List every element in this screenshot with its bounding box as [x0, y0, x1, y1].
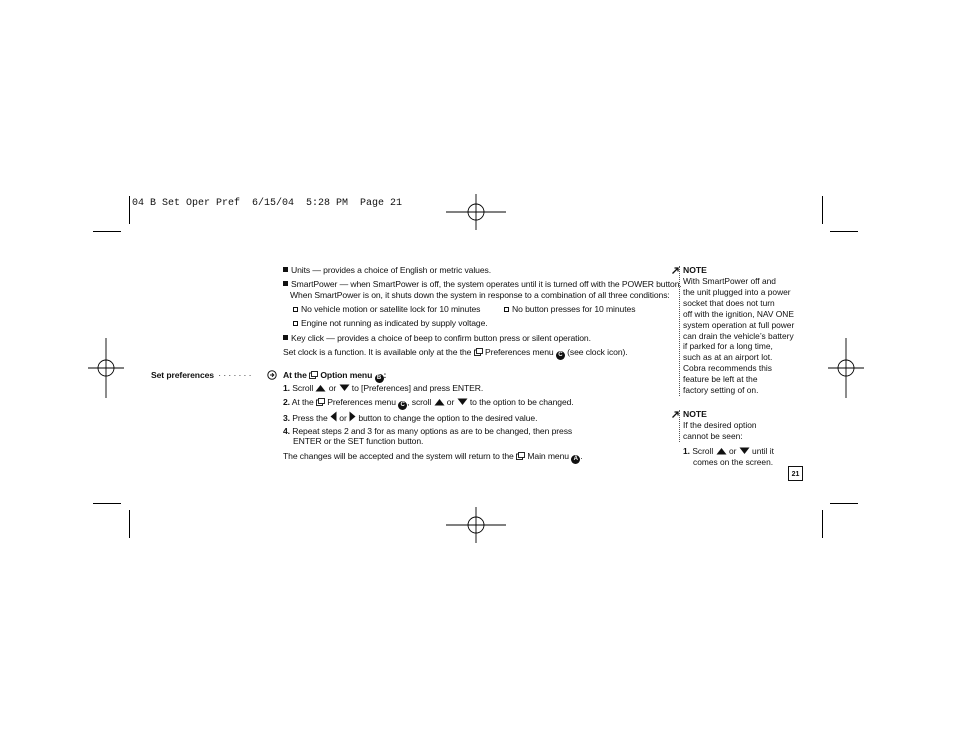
step-3 — [283, 411, 537, 424]
note-line: Cobra recommends this — [683, 363, 772, 374]
menu-icon — [309, 371, 318, 379]
note-step — [683, 446, 774, 457]
note-line: if parked for a long time, — [683, 341, 773, 352]
crop-mark — [822, 196, 823, 224]
right-arrow-icon — [349, 411, 356, 422]
step-text: ENTER or the SET function button. — [293, 436, 424, 446]
heading-text: At the — [283, 370, 307, 380]
final-text: Main menu — [527, 451, 569, 461]
down-arrow-icon — [739, 447, 750, 455]
crop-mark — [93, 503, 121, 504]
step-text: Press the — [292, 413, 328, 423]
step-text: button to change the option to the desired value. — [358, 413, 538, 423]
note-step-cont: comes on the screen. — [693, 457, 774, 467]
bullet-text: When SmartPower is on, it shuts down the system in response to a combination of all three conditions: — [290, 290, 670, 300]
note-line: cannot be seen: — [683, 431, 743, 441]
note-line: With SmartPower off and — [683, 276, 776, 286]
step-number: 2. — [283, 397, 290, 407]
note-divider — [679, 410, 680, 442]
bullet-keyclick — [283, 333, 591, 344]
left-arrow-icon — [330, 411, 337, 422]
badge-c: C — [556, 351, 565, 360]
clock-line — [283, 347, 628, 360]
menu-icon — [516, 452, 525, 460]
note-line: factory setting of on. — [683, 385, 759, 396]
final-text: . — [580, 451, 583, 461]
section-label-text: Set preferences — [151, 370, 214, 380]
checkbox-icon — [293, 307, 298, 312]
bullet-square — [283, 281, 288, 286]
crop-mark — [830, 231, 858, 232]
down-arrow-icon — [457, 398, 468, 406]
condition-text: No vehicle motion or satellite lock for 10 minutes — [301, 304, 481, 314]
note-line: If the desired option — [683, 420, 757, 430]
final-line — [283, 451, 583, 464]
badge-b: B — [375, 374, 384, 383]
up-arrow-icon — [716, 447, 727, 455]
condition-text: No button presses for 10 minutes — [512, 304, 636, 314]
crop-mark — [830, 503, 858, 504]
registration-mark-icon — [446, 194, 506, 230]
bullet-square — [283, 335, 288, 340]
up-arrow-icon — [315, 384, 326, 392]
slug-line: 04 B Set Oper Pref 6/15/04 5:28 PM Page 21 — [132, 198, 403, 209]
arrow-circle-icon — [267, 370, 277, 380]
step-text: or — [328, 383, 337, 393]
condition-1 — [293, 304, 480, 315]
step-text: , scroll — [407, 397, 432, 407]
condition-2 — [504, 304, 635, 315]
registration-mark-icon — [88, 338, 124, 398]
condition-3 — [293, 318, 488, 329]
bullet-smartpower — [283, 279, 682, 290]
note-line: system operation at full power — [683, 319, 795, 330]
clock-text: (see clock icon). — [567, 347, 628, 357]
note-divider — [679, 266, 680, 396]
step-text: At the — [291, 397, 314, 407]
step-number: 1. — [283, 383, 290, 393]
condition-text: Engine not running as indicated by supply voltage. — [301, 318, 488, 328]
final-text: The changes will be accepted and the system will return to the — [283, 451, 514, 461]
bullet-text: Units — provides a choice of English or metric values. — [291, 265, 491, 275]
clock-text: Preferences menu — [484, 347, 554, 357]
note-body — [683, 276, 794, 396]
note-line: such as at an airport lot. — [683, 352, 773, 363]
checkbox-icon — [293, 321, 298, 326]
step-text: Scroll — [292, 383, 314, 393]
page-number: 21 — [788, 466, 803, 481]
clock-text: Set clock is a function. It is available only at the the — [283, 347, 472, 357]
step-number: 4. — [283, 426, 290, 436]
note-line: the unit plugged into a power — [683, 286, 791, 297]
step-number: 3. — [283, 413, 290, 423]
heading-text: Option menu — [320, 370, 373, 380]
crop-mark — [129, 510, 130, 538]
menu-icon — [316, 398, 325, 406]
checkbox-icon — [504, 307, 509, 312]
badge-a: A — [571, 455, 580, 464]
step-text: until it — [752, 446, 774, 456]
step-text: or — [339, 413, 347, 423]
note-line: off with the ignition, NAV ONE — [683, 308, 794, 319]
badge-c: C — [398, 401, 407, 410]
step-text: to the option to be changed. — [469, 397, 574, 407]
crop-mark — [93, 231, 121, 232]
bullet-text: SmartPower — when SmartPower is off, the system operates until it is turned off with the POWER button. — [291, 279, 682, 289]
crop-mark — [822, 510, 823, 538]
down-arrow-icon — [339, 384, 350, 392]
step-text: Scroll — [692, 446, 714, 456]
crop-mark — [129, 196, 130, 224]
note-title: NOTE — [683, 409, 707, 419]
bullet-square — [283, 267, 288, 272]
section-label — [151, 370, 251, 381]
section-heading — [283, 370, 386, 383]
step-text: to [Preferences] and press ENTER. — [351, 383, 484, 393]
menu-icon — [474, 348, 483, 356]
up-arrow-icon — [434, 398, 445, 406]
bullet-smartpower-cont — [290, 290, 670, 301]
step-text: or — [446, 397, 455, 407]
step-text: or — [728, 446, 737, 456]
bullet-text: Key click — provides a choice of beep to confirm button press or silent operation. — [291, 333, 591, 343]
registration-mark-icon — [828, 338, 864, 398]
heading-text: : — [383, 370, 387, 380]
step-4-cont — [293, 436, 423, 447]
step-number: 1. — [683, 446, 690, 456]
step-2 — [283, 397, 574, 410]
bullet-units — [283, 265, 491, 276]
note-title: NOTE — [683, 265, 707, 275]
step-text: Preferences menu — [327, 397, 396, 407]
leader-dots: · · · · · · · — [218, 370, 252, 380]
note-line: can drain the vehicle’s battery — [683, 330, 794, 341]
note-line: feature be left at the — [683, 374, 758, 385]
note-line: socket that does not turn — [683, 297, 775, 308]
step-1 — [283, 383, 483, 394]
step-text: Repeat steps 2 and 3 for as many options as are to be changed, then press — [292, 426, 573, 436]
registration-mark-icon — [446, 507, 506, 543]
